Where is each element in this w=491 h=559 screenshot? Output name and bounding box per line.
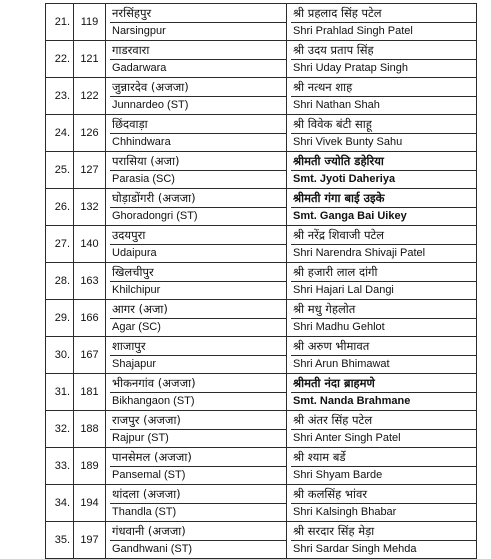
table-row — [45, 77, 477, 114]
serial-number: 28. — [54, 275, 70, 287]
table-row — [45, 40, 477, 77]
constituency-name-hindi: राजपुर (अजजा) — [112, 413, 181, 427]
constituency-number-cell — [73, 337, 105, 373]
constituency-number: 166 — [80, 312, 99, 324]
candidate-cell — [286, 300, 477, 336]
candidate-name-hindi: श्री प्रहलाद सिंह पटेल — [293, 6, 382, 20]
constituency-cell — [105, 337, 286, 373]
serial-number-cell — [45, 522, 73, 558]
candidate-cell — [286, 78, 477, 114]
constituency-number-cell — [73, 263, 105, 299]
constituency-name-hindi: गंधवानी (अजजा) — [112, 524, 186, 538]
constituency-number: 127 — [80, 164, 99, 176]
serial-number-cell — [45, 189, 73, 225]
constituency-number-cell — [73, 4, 105, 40]
candidate-name-english: Smt. Jyoti Daheriya — [293, 173, 396, 185]
table-row — [45, 225, 477, 262]
candidate-name-english: Shri Narendra Shivaji Patel — [293, 247, 426, 259]
candidate-name-hindi: श्री उदय प्रताप सिंह — [293, 43, 374, 57]
candidate-cell — [286, 4, 477, 40]
candidate-cell — [286, 411, 477, 447]
serial-number-cell — [45, 448, 73, 484]
constituency-number: 189 — [80, 460, 99, 472]
constituency-name-english: Narsingpur — [112, 25, 166, 37]
serial-number-cell — [45, 300, 73, 336]
table-row — [45, 410, 477, 447]
constituency-name-english: Parasia (SC) — [112, 173, 175, 185]
candidate-name-english: Shri Sardar Singh Mehda — [293, 543, 417, 555]
candidate-name-english: Shri Madhu Gehlot — [293, 321, 385, 333]
candidate-name-english: Shri Arun Bhimawat — [293, 358, 390, 370]
serial-number-cell — [45, 152, 73, 188]
serial-number-cell — [45, 4, 73, 40]
candidate-name-hindi: श्री सरदार सिंह मेड़ा — [293, 524, 375, 538]
constituency-name-hindi: शाजापुर — [112, 339, 146, 353]
constituency-number-cell — [73, 448, 105, 484]
constituency-number: 140 — [80, 238, 99, 250]
candidate-name-hindi: श्री श्याम बर्डे — [293, 450, 346, 464]
serial-number: 34. — [54, 497, 70, 509]
candidate-name-hindi: श्री अंतर सिंह पटेल — [293, 413, 373, 427]
constituency-number: 181 — [80, 386, 99, 398]
constituency-number: 122 — [80, 90, 99, 102]
table-row — [45, 373, 477, 410]
candidate-cell — [286, 189, 477, 225]
serial-number: 32. — [54, 423, 70, 435]
constituency-name-hindi: आगर (अजा) — [112, 302, 168, 316]
candidate-name-hindi: श्री विवेक बंटी साहू — [293, 117, 372, 131]
constituency-number: 119 — [80, 16, 99, 28]
constituency-name-english: Thandla (ST) — [112, 506, 177, 518]
serial-number-cell — [45, 41, 73, 77]
serial-number-cell — [45, 485, 73, 521]
constituency-name-english: Rajpur (ST) — [112, 432, 169, 444]
constituency-name-english: Pansemal (ST) — [112, 469, 186, 481]
candidate-cell — [286, 337, 477, 373]
table-row — [45, 151, 477, 188]
candidate-cell — [286, 115, 477, 151]
candidate-list-table — [45, 3, 477, 559]
serial-number: 27. — [54, 238, 70, 250]
constituency-number: 188 — [80, 423, 99, 435]
candidate-name-english: Shri Anter Singh Patel — [293, 432, 401, 444]
candidate-cell — [286, 263, 477, 299]
table-row — [45, 521, 477, 559]
constituency-number-cell — [73, 226, 105, 262]
constituency-name-english: Gadarwara — [112, 62, 167, 74]
table-row — [45, 3, 477, 40]
serial-number: 25. — [54, 164, 70, 176]
serial-number: 30. — [54, 349, 70, 361]
constituency-name-hindi: गाडरवारा — [112, 43, 150, 57]
constituency-name-hindi: पानसेमल (अजजा) — [112, 450, 192, 464]
serial-number: 21. — [54, 16, 70, 28]
candidate-cell — [286, 226, 477, 262]
candidate-name-english: Shri Hajari Lal Dangi — [293, 284, 394, 296]
constituency-number: 121 — [80, 53, 99, 65]
table-row — [45, 336, 477, 373]
constituency-name-english: Chhindwara — [112, 136, 171, 148]
serial-number: 24. — [54, 127, 70, 139]
candidate-name-hindi: श्री अरुण भीमावत — [293, 339, 370, 353]
constituency-name-english: Agar (SC) — [112, 321, 161, 333]
constituency-name-hindi: नरसिंहपुर — [112, 6, 152, 20]
constituency-cell — [105, 226, 286, 262]
table-row — [45, 299, 477, 336]
constituency-number-cell — [73, 300, 105, 336]
candidate-name-hindi: श्रीमती गंगा बाई उइके — [293, 191, 385, 205]
serial-number-cell — [45, 374, 73, 410]
serial-number-cell — [45, 226, 73, 262]
constituency-number-cell — [73, 41, 105, 77]
constituency-number-cell — [73, 485, 105, 521]
constituency-number-cell — [73, 374, 105, 410]
constituency-cell — [105, 300, 286, 336]
constituency-name-hindi: छिंदवाड़ा — [112, 117, 148, 131]
candidate-cell — [286, 448, 477, 484]
constituency-name-english: Junnardeo (ST) — [112, 99, 189, 111]
candidate-name-english: Shri Prahlad Singh Patel — [293, 25, 413, 37]
serial-number: 22. — [54, 53, 70, 65]
constituency-number: 197 — [80, 534, 99, 546]
constituency-number-cell — [73, 189, 105, 225]
constituency-name-hindi: खिलचीपुर — [112, 265, 154, 279]
candidate-cell — [286, 374, 477, 410]
serial-number-cell — [45, 115, 73, 151]
constituency-name-english: Bikhangaon (ST) — [112, 395, 195, 407]
constituency-name-hindi: भीकनगांव (अजजा) — [112, 376, 196, 390]
constituency-cell — [105, 115, 286, 151]
table-row — [45, 114, 477, 151]
constituency-cell — [105, 78, 286, 114]
constituency-number-cell — [73, 78, 105, 114]
candidate-name-hindi: श्री मधु गेहलोत — [293, 302, 356, 316]
candidate-cell — [286, 522, 477, 558]
candidate-name-english: Shri Uday Pratap Singh — [293, 62, 408, 74]
constituency-number-cell — [73, 115, 105, 151]
candidate-name-hindi: श्री कलसिंह भांवर — [293, 487, 368, 501]
table-row — [45, 188, 477, 225]
constituency-cell — [105, 189, 286, 225]
constituency-name-hindi: जुन्नारदेव (अजजा) — [112, 80, 189, 94]
serial-number-cell — [45, 78, 73, 114]
candidate-name-english: Shri Vivek Bunty Sahu — [293, 136, 403, 148]
serial-number-cell — [45, 337, 73, 373]
candidate-cell — [286, 41, 477, 77]
constituency-number: 163 — [80, 275, 99, 287]
candidate-name-hindi: श्री नत्थन शाह — [293, 80, 353, 94]
candidate-name-english: Shri Shyam Barde — [293, 469, 383, 481]
candidate-name-hindi: श्री नरेंद्र शिवाजी पटेल — [293, 228, 385, 242]
candidate-name-english: Smt. Nanda Brahmane — [293, 395, 411, 407]
constituency-name-hindi: उदयपुरा — [112, 228, 146, 242]
candidate-name-hindi: श्रीमती ज्योति डहेरिया — [293, 154, 384, 168]
constituency-name-hindi: थांदला (अजजा) — [112, 487, 181, 501]
constituency-name-hindi: घोड़ाडोंगरी (अजजा) — [112, 191, 196, 205]
serial-number: 33. — [54, 460, 70, 472]
candidate-name-english: Smt. Ganga Bai Uikey — [293, 210, 407, 222]
constituency-number-cell — [73, 522, 105, 558]
constituency-cell — [105, 152, 286, 188]
serial-number: 23. — [54, 90, 70, 102]
constituency-name-hindi: परासिया (अजा) — [112, 154, 180, 168]
candidate-name-english: Shri Nathan Shah — [293, 99, 380, 111]
constituency-cell — [105, 448, 286, 484]
candidate-name-hindi: श्रीमती नंदा ब्राहमणे — [293, 376, 375, 390]
constituency-number-cell — [73, 152, 105, 188]
constituency-name-english: Udaipura — [112, 247, 157, 259]
serial-number-cell — [45, 263, 73, 299]
constituency-name-english: Ghoradongri (ST) — [112, 210, 198, 222]
serial-number-cell — [45, 411, 73, 447]
constituency-cell — [105, 374, 286, 410]
constituency-cell — [105, 4, 286, 40]
constituency-name-english: Khilchipur — [112, 284, 161, 296]
table-row — [45, 484, 477, 521]
candidate-cell — [286, 152, 477, 188]
constituency-cell — [105, 485, 286, 521]
constituency-cell — [105, 263, 286, 299]
candidate-name-english: Shri Kalsingh Bhabar — [293, 506, 397, 518]
table-row — [45, 447, 477, 484]
candidate-name-hindi: श्री हजारी लाल दांगी — [293, 265, 378, 279]
constituency-number: 167 — [80, 349, 99, 361]
constituency-number-cell — [73, 411, 105, 447]
constituency-number: 194 — [80, 497, 99, 509]
constituency-number: 126 — [80, 127, 99, 139]
serial-number: 26. — [54, 201, 70, 213]
constituency-cell — [105, 41, 286, 77]
serial-number: 35. — [54, 534, 70, 546]
constituency-name-english: Shajapur — [112, 358, 157, 370]
serial-number: 29. — [54, 312, 70, 324]
constituency-cell — [105, 522, 286, 558]
constituency-cell — [105, 411, 286, 447]
serial-number: 31. — [54, 386, 70, 398]
constituency-number: 132 — [80, 201, 99, 213]
candidate-cell — [286, 485, 477, 521]
table-row — [45, 262, 477, 299]
constituency-name-english: Gandhwani (ST) — [112, 543, 193, 555]
